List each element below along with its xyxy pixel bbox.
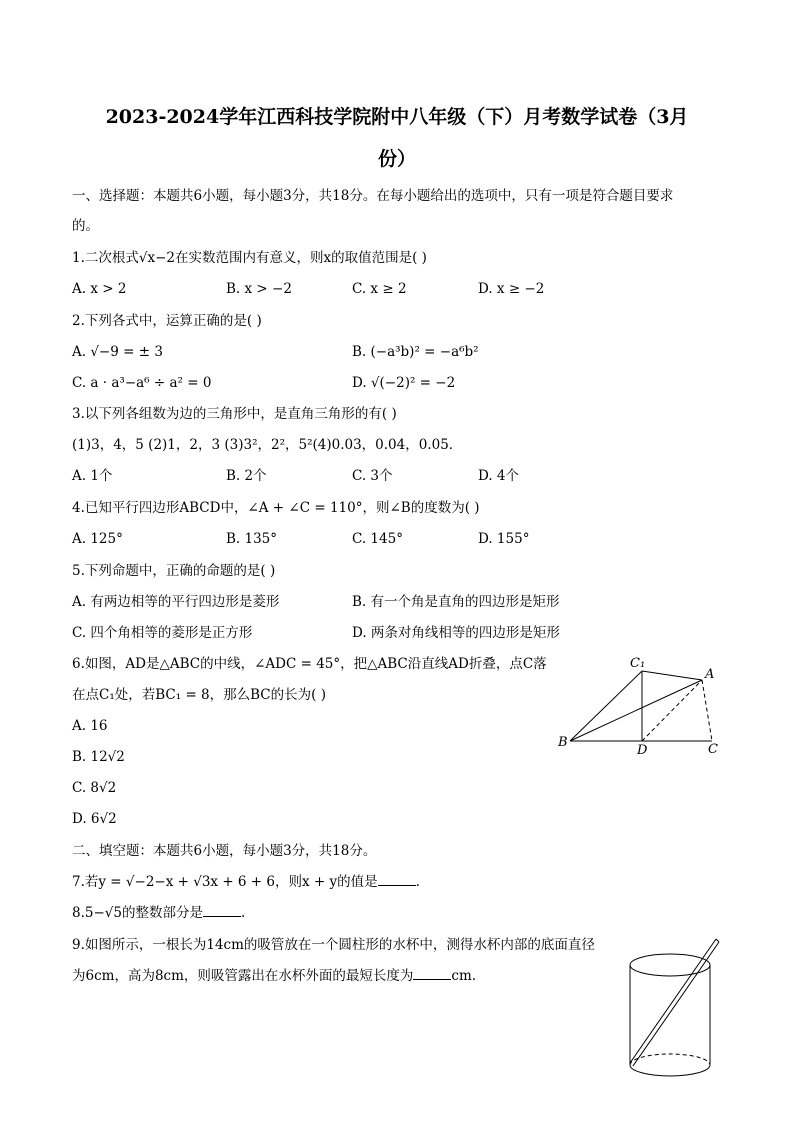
q4-option-c: C. 145° [352, 531, 403, 547]
line-bc1 [570, 671, 642, 741]
q1-stem: 1.二次根式√x−2在实数范围内有意义，则x的取值范围是( ) [72, 250, 427, 266]
q9-text: 为6cm，高为8cm，则吸管露出在水杯外面的最短长度为 [72, 968, 414, 984]
q9-stem-cont [72, 967, 476, 985]
q6-option-a: A. 16 [72, 718, 108, 734]
straw-edge-2 [633, 942, 719, 1066]
q8-text: 8.5−√5的整数部分是 [72, 905, 203, 921]
q1-option-a: A. x > 2 [72, 281, 127, 297]
label-c1: C₁ [630, 656, 646, 671]
q5-option-d: D. 两条对角线相等的四边形是矩形 [352, 625, 560, 641]
q4-option-a: A. 125° [72, 531, 123, 547]
q6-stem: 6.如图，AD是△ABC的中线，∠ADC = 45°，把△ABC沿直线AD折叠，点C落 [72, 656, 547, 672]
label-d: D [637, 743, 648, 758]
straw-edge-1 [630, 939, 716, 1063]
q3-stem: 3.以下列各组数为边的三角形中，是直角三角形的有( ) [72, 406, 397, 422]
exam-title-line1: 2023-2024学年江西科技学院附中八年级（下）月考数学试卷（3月 [105, 106, 689, 128]
straw-end [716, 939, 719, 942]
q9-stem: 9.如图所示，一根长为14cm的吸管放在一个圆柱形的水杯中，测得水杯内部的底面直径 [72, 937, 595, 953]
section1-heading-cont: 的。 [72, 218, 99, 234]
q1-option-c: C. x ≥ 2 [352, 281, 407, 297]
q5-option-a: A. 有两边相等的平行四边形是菱形 [72, 594, 280, 610]
q5-option-c: C. 四个角相等的菱形是正方形 [72, 625, 253, 641]
q3-option-a: A. 1个 [72, 468, 113, 484]
q3-option-c: C. 3个 [352, 468, 393, 484]
q7-answer-blank[interactable] [378, 873, 416, 886]
q8-answer-blank[interactable] [203, 904, 241, 917]
q5-option-b: B. 有一个角是直角的四边形是矩形 [352, 594, 560, 610]
cylinder-bottom-front [630, 1065, 710, 1076]
q1-option-d: D. x ≥ −2 [478, 281, 545, 297]
q2-stem: 2.下列各式中，运算正确的是( ) [72, 313, 262, 329]
q9-cylinder-figure [620, 935, 730, 1110]
q6-stem-cont: 在点C₁处，若BC₁ = 8，那么BC的长为( ) [72, 687, 326, 703]
q2-option-a: A. √−9 = ± 3 [72, 344, 163, 360]
q8-stem [72, 904, 245, 922]
cylinder-bottom-back [630, 1054, 710, 1065]
q2-option-b: B. (−a³b)² = −a⁶b² [352, 344, 479, 360]
q3-option-b: B. 2个 [226, 468, 267, 484]
q4-stem: 4.已知平行四边形ABCD中，∠A + ∠C = 110°，则∠B的度数为( ) [72, 500, 480, 516]
q9-unit: cm. [451, 968, 477, 984]
q6-option-d: D. 6√2 [72, 811, 117, 827]
label-c: C [708, 742, 718, 757]
q3-option-d: D. 4个 [478, 468, 520, 484]
line-ad [642, 680, 702, 741]
q4-option-b: B. 135° [226, 531, 278, 547]
q7-period: . [415, 874, 420, 890]
q1-option-b: B. x > −2 [226, 281, 292, 297]
label-a: A [705, 667, 715, 682]
q2-option-c: C. a · a³−a⁶ ÷ a² = 0 [72, 375, 212, 391]
q6-option-c: C. 8√2 [72, 780, 117, 796]
q4-option-d: D. 155° [478, 531, 530, 547]
q2-option-d: D. √(−2)² = −2 [352, 375, 456, 391]
label-b: B [558, 735, 568, 750]
line-ba [570, 680, 702, 741]
q6-option-b: B. 12√2 [72, 749, 125, 765]
exam-title-line2: 份） [377, 148, 416, 170]
q3-groups: (1)3，4，5 (2)1，2，3 (3)3²，2²，5²(4)0.03，0.04，0.05． [72, 437, 463, 453]
section2-heading: 二、填空题：本题共6小题，每小题3分，共18分。 [72, 843, 377, 859]
q7-text: 7.若y = √−2−x + √3x + 6 + 6，则x + y的值是 [72, 874, 378, 890]
q7-stem [72, 873, 420, 891]
section1-heading: 一、选择题：本题共6小题，每小题3分，共18分。在每小题给出的选项中，只有一项是符合题目要求 [72, 188, 674, 204]
line-ac [702, 680, 712, 741]
q5-stem: 5.下列命题中，正确的命题的是( ) [72, 563, 276, 579]
q8-period: . [240, 905, 246, 921]
q9-answer-blank[interactable] [413, 967, 451, 980]
q6-triangle-figure [550, 650, 730, 760]
line-c1a [642, 671, 702, 680]
